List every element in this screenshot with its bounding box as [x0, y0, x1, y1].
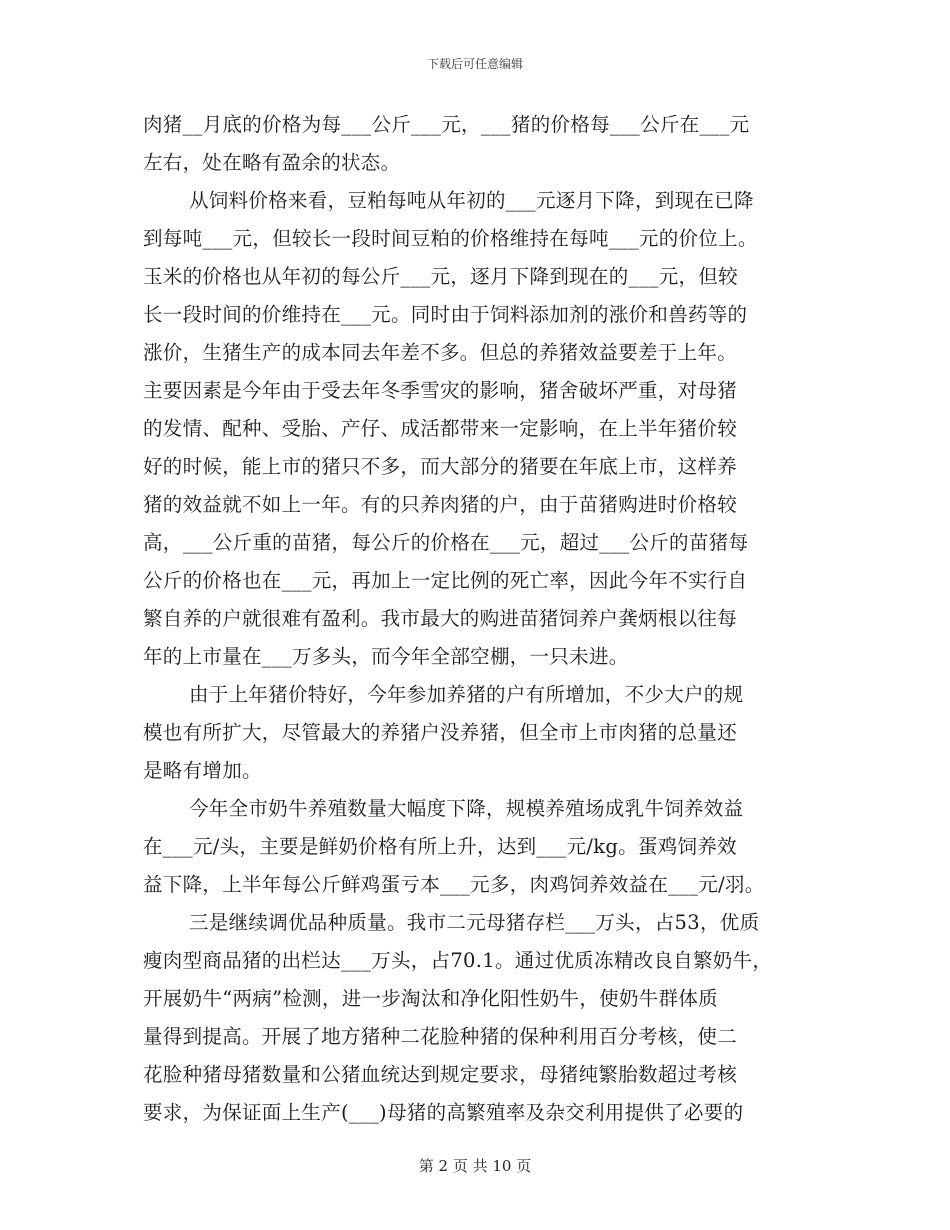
text-line: 在___元/头，主要是鲜奶价格有所上升，达到___元/kg。蛋鸡饲养效 — [143, 835, 737, 858]
page-header: 下载后可任意编辑 — [426, 57, 523, 71]
text-line: 益下降，上半年每公斤鲜鸡蛋亏本___元多，肉鸡饲养效益在___元/羽。 — [143, 873, 765, 896]
text-line: 从饲料价格来看，豆粕每吨从年初的___元逐月下降，到现在已降 — [189, 189, 754, 212]
text-line: 三是继续调优品种质量。我市二元母猪存栏___万头，占53，优质 — [189, 911, 760, 934]
text-line: 量得到提高。开展了地方猪种二花脸种猪的保种利用百分考核，使二 — [143, 1025, 738, 1048]
text-line: 肉猪__月底的价格为每___公斤___元，___猪的价格每___公斤在___元 — [143, 113, 750, 136]
text-line: 由于上年猪价特好，今年参加养猪的户有所增加，不少大户的规 — [189, 683, 744, 706]
text-line: 好的时候，能上市的猪只不多，而大部分的猪要在年底上市，这样养 — [143, 455, 738, 478]
document-body — [143, 106, 823, 1132]
text-line: 要求，为保证面上生产(___)母猪的高繁殖率及杂交利用提供了必要的 — [143, 1101, 744, 1124]
text-line: 左右，处在略有盈余的状态。 — [143, 151, 401, 174]
text-line: 猪的效益就不如上一年。有的只养肉猪的户，由于苗猪购进时价格较 — [143, 493, 738, 516]
text-line: 主要因素是今年由于受去年冬季雪灾的影响，猪舍破坏严重，对母猪 — [143, 379, 738, 402]
text-line: 年的上市量在___万多头，而今年全部空棚，一只未进。 — [143, 645, 629, 668]
text-line: 今年全市奶牛养殖数量大幅度下降，规模养殖场成乳牛饲养效益 — [189, 797, 744, 820]
text-line: 瘦肉型商品猪的出栏达___万头，占70.1。通过优质冻精改良自繁奶牛， — [143, 949, 773, 972]
text-line: 开展奶牛“两病”检测，进一步淘汰和净化阳性奶牛，使奶牛群体质 — [143, 987, 718, 1010]
text-line: 花脸种猪母猪数量和公猪血统达到规定要求，母猪纯繁胎数超过考核 — [143, 1063, 738, 1086]
text-line: 玉米的价格也从年初的每公斤___元，逐月下降到现在的___元，但较 — [143, 265, 738, 288]
text-line: 公斤的价格也在___元，再加上一定比例的死亡率，因此今年不实行自 — [143, 569, 748, 592]
text-line: 的发情、配种、受胎、产仔、成活都带来一定影响，在上半年猪价较 — [143, 417, 738, 440]
text-line: 高，___公斤重的苗猪，每公斤的价格在___元，超过___公斤的苗猪每 — [143, 531, 749, 554]
page-number: 第 2 页 共 10 页 — [418, 1157, 532, 1175]
text-line: 繁自养的户就很难有盈利。我市最大的购进苗猪饲养户龚炳根以往每 — [143, 607, 738, 630]
text-line: 模也有所扩大，尽管最大的养猪户没养猪，但全市上市肉猪的总量还 — [143, 721, 738, 744]
text-line: 到每吨___元，但较长一段时间豆粕的价格维持在每吨___元的价位上。 — [143, 227, 758, 250]
text-line: 涨价，生猪生产的成本同去年差不多。但总的养猪效益要差于上年。 — [143, 341, 738, 364]
text-line: 长一段时间的价维持在___元。同时由于饲料添加剂的涨价和兽药等的 — [143, 303, 748, 326]
text-line: 是略有增加。 — [143, 759, 262, 782]
